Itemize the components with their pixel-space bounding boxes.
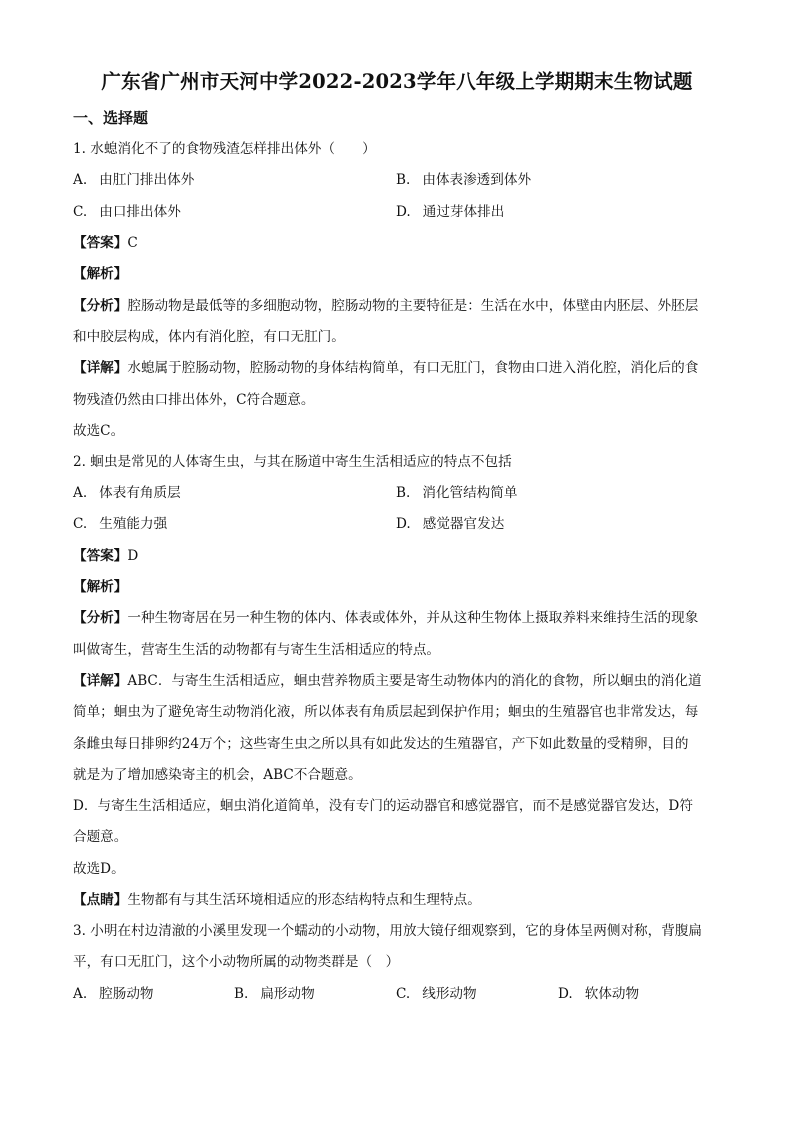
q1-option-d: D. 通过芽体排出 [396,204,505,220]
document-title: 广东省广州市天河中学2022-2023学年八年级上学期期末生物试题 [101,70,693,93]
q3-option-c: C. 线形动物 [396,986,477,1002]
q2-xiangjie-line6: 合题意。 [73,829,128,845]
q1-answer: 【答案】C [73,235,138,251]
q3-option-b: B. 扁形动物 [234,986,315,1002]
q2-xiangjie-line3: 条雌虫每日排卵约24万个；这些寄生虫之所以具有如此发达的生殖器官，产下如此数量的受精卵，目的 [73,736,689,752]
q1-analysis-tag: 【解析】 [73,266,128,282]
q2-option-b: B. 消化管结构简单 [396,485,518,501]
q2-xiangjie: 【详解】ABC．与寄生生活相适应，蛔虫营养物质主要是寄生动物体内的消化的食物，所以蛔虫的消化道 [73,673,702,689]
q2-fenxi: 【分析】一种生物寄居在另一种生物的体内、体表或体外，并从这种生物体上摄取养料来维持生活的现象 [73,610,699,626]
q2-option-c: C. 生殖能力强 [73,516,168,532]
q1-fenxi: 【分析】腔肠动物是最低等的多细胞动物，腔肠动物的主要特征是：生活在水中，体壁由内胚层、外胚层 [73,298,699,314]
q1-stem: 1. 水螅消化不了的食物残渣怎样排出体外（ ） [73,141,376,157]
q2-xiangjie-line5: D．与寄生生活相适应，蛔虫消化道简单，没有专门的运动器官和感觉器官，而不是感觉器官发达，D符 [73,798,693,814]
q2-option-a: A. 体表有角质层 [73,485,181,501]
q2-conclusion: 故选D。 [73,861,125,877]
q2-dianjing: 【点睛】生物都有与其生活环境相适应的形态结构特点和生理特点。 [73,892,481,908]
q1-option-b: B. 由体表渗透到体外 [396,172,532,188]
q2-analysis-tag: 【解析】 [73,579,128,595]
q3-stem: 3. 小明在村边清澈的小溪里发现一个蠕动的小动物，用放大镜仔细观察到，它的身体呈两侧对称，背腹扁 [73,923,703,939]
q2-option-d: D. 感觉器官发达 [396,516,505,532]
q2-answer: 【答案】D [73,548,139,564]
q2-xiangjie-line2: 简单；蛔虫为了避免寄生动物消化液，所以体表有角质层起到保护作用；蛔虫的生殖器官也非常发达，每 [73,704,699,720]
q1-option-c: C. 由口排出体外 [73,204,181,220]
q1-fenxi-cont: 和中胶层构成，体内有消化腔，有口无肛门。 [73,329,345,345]
q1-conclusion: 故选C。 [73,423,125,439]
q1-option-a: A. 由肛门排出体外 [73,172,195,188]
q3-option-a: A. 腔肠动物 [73,986,154,1002]
section-heading: 一、选择题 [73,109,149,127]
q3-stem-cont: 平，有口无肛门，这个小动物所属的动物类群是（ ） [73,954,400,970]
q2-fenxi-cont: 叫做寄生，营寄生生活的动物都有与寄生生活相适应的特点。 [73,642,441,658]
q2-stem: 2. 蛔虫是常见的人体寄生虫，与其在肠道中寄生生活相适应的特点不包括 [73,454,512,470]
q1-xiangjie-cont: 物残渣仍然由口排出体外，C符合题意。 [73,392,315,408]
q3-option-d: D. 软体动物 [558,986,640,1002]
q2-xiangjie-line4: 就是为了增加感染寄主的机会，ABC不合题意。 [73,767,362,783]
q1-xiangjie: 【详解】水螅属于腔肠动物，腔肠动物的身体结构简单，有口无肛门，食物由口进入消化腔，消化后的食 [73,360,699,376]
